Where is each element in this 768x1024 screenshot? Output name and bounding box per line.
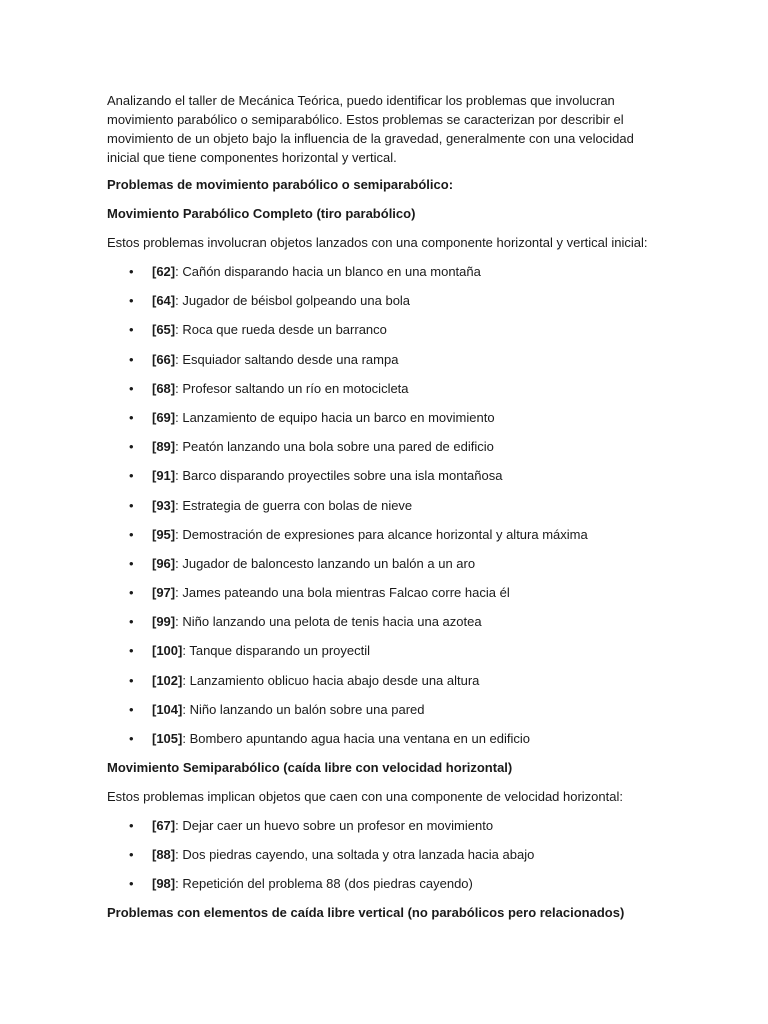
bullet-icon: •	[129, 351, 134, 367]
list-item	[107, 554, 667, 573]
list-item	[107, 874, 667, 893]
bullet-icon: •	[129, 293, 134, 309]
section2-list	[107, 816, 667, 893]
bullet-icon: •	[129, 439, 134, 455]
bullet-icon: •	[129, 614, 134, 630]
bullet-icon: •	[129, 555, 134, 571]
problem-ref: [96]	[152, 555, 176, 571]
main-heading: Problemas de movimiento parabólico o semiparabólico:	[107, 177, 454, 192]
list-item	[107, 408, 667, 427]
bullet-icon: •	[129, 643, 134, 659]
section1-heading: Movimiento Parabólico Completo (tiro parabólico)	[107, 206, 416, 221]
problem-ref: [62]	[152, 264, 176, 279]
problem-description: : Demostración de expresiones para alcance horizontal y altura máxima	[175, 526, 588, 542]
problem-description: : Jugador de baloncesto lanzando un balón a un aro	[175, 555, 476, 571]
list-item	[107, 262, 667, 281]
bullet-icon: •	[129, 847, 134, 863]
problem-ref: [67]	[152, 818, 176, 833]
problem-description: : Bombero apuntando agua hacia una ventana en un edificio	[182, 731, 531, 746]
problem-ref: [100]	[152, 643, 183, 659]
problem-description: : James pateando una bola mientras Falcao corre hacia él	[175, 585, 510, 601]
bullet-icon: •	[129, 701, 134, 717]
problem-ref: [93]	[152, 497, 176, 513]
bullet-icon: •	[129, 672, 134, 688]
problem-description: : Dejar caer un huevo sobre un profesor en movimiento	[175, 818, 494, 833]
problem-ref: [68]	[152, 380, 176, 396]
bullet-icon: •	[129, 264, 134, 279]
problem-ref: [65]	[152, 322, 176, 338]
section1-lead: Estos problemas involucran objetos lanzados con una componente horizontal y vertical inicial:	[107, 235, 648, 250]
list-item	[107, 320, 667, 339]
problem-description: : Lanzamiento de equipo hacia un barco en movimiento	[175, 409, 495, 425]
bullet-icon: •	[129, 731, 134, 746]
list-item	[107, 612, 667, 631]
document-page	[107, 91, 667, 932]
section2-lead: Estos problemas implican objetos que caen con una componente de velocidad horizontal:	[107, 789, 623, 804]
problem-description: : Peatón lanzando una bola sobre una pared de edificio	[175, 439, 494, 455]
bullet-icon: •	[129, 322, 134, 338]
problem-ref: [91]	[152, 468, 176, 484]
section3-heading: Problemas con elementos de caída libre vertical (no parabólicos pero relacionados)	[107, 905, 625, 921]
intro-paragraph: Analizando el taller de Mecánica Teórica, puedo identificar los problemas que involucran movimiento parabólico o semiparabólico. Estos problemas se caracterizan por describir el movimiento de un objeto bajo la influencia de la gravedad, generalmente con una velocidad inicial que tiene componentes horizontal y vertical.	[107, 93, 634, 165]
problem-description: : Dos piedras cayendo, una soltada y otra lanzada hacia abajo	[175, 847, 535, 863]
list-item	[107, 641, 667, 660]
bullet-icon: •	[129, 409, 134, 425]
list-item	[107, 729, 667, 748]
list-item	[107, 816, 667, 835]
problem-ref: [88]	[152, 847, 176, 863]
problem-ref: [98]	[152, 876, 176, 892]
problem-ref: [89]	[152, 439, 176, 455]
list-item	[107, 583, 667, 602]
list-item	[107, 350, 667, 369]
problem-description: : Niño lanzando una pelota de tenis hacia una azotea	[175, 614, 482, 630]
bullet-icon: •	[129, 585, 134, 601]
problem-description: : Cañón disparando hacia un blanco en una montaña	[175, 264, 481, 279]
problem-ref: [105]	[152, 731, 183, 746]
problem-ref: [102]	[152, 672, 183, 688]
list-item	[107, 496, 667, 515]
section1-list	[107, 262, 667, 748]
problem-description: : Lanzamiento oblicuo hacia abajo desde una altura	[182, 672, 480, 688]
problem-description: : Esquiador saltando desde una rampa	[175, 351, 399, 367]
problem-ref: [99]	[152, 614, 176, 630]
list-item	[107, 671, 667, 690]
problem-ref: [104]	[152, 701, 183, 717]
problem-description: : Profesor saltando un río en motocicleta	[175, 380, 409, 396]
problem-ref: [66]	[152, 351, 176, 367]
section2-heading: Movimiento Semiparabólico (caída libre con velocidad horizontal)	[107, 760, 513, 775]
problem-description: : Barco disparando proyectiles sobre una isla montañosa	[175, 468, 503, 484]
list-item	[107, 437, 667, 456]
bullet-icon: •	[129, 526, 134, 542]
bullet-icon: •	[129, 380, 134, 396]
bullet-icon: •	[129, 497, 134, 513]
list-item	[107, 466, 667, 485]
problem-ref: [95]	[152, 526, 176, 542]
list-item	[107, 525, 667, 544]
bullet-icon: •	[129, 876, 134, 892]
list-item	[107, 845, 667, 864]
bullet-icon: •	[129, 468, 134, 484]
problem-description: : Jugador de béisbol golpeando una bola	[175, 293, 411, 309]
problem-description: : Tanque disparando un proyectil	[182, 643, 371, 659]
list-item	[107, 379, 667, 398]
problem-description: : Repetición del problema 88 (dos piedras cayendo)	[175, 876, 473, 892]
problem-description: : Niño lanzando un balón sobre una pared	[182, 701, 425, 717]
problem-ref: [64]	[152, 293, 176, 309]
problem-ref: [97]	[152, 585, 176, 601]
bullet-icon: •	[129, 818, 134, 833]
list-item	[107, 700, 667, 719]
problem-ref: [69]	[152, 409, 176, 425]
list-item	[107, 291, 667, 310]
problem-description: : Estrategia de guerra con bolas de nieve	[175, 497, 413, 513]
problem-description: : Roca que rueda desde un barranco	[175, 322, 387, 338]
